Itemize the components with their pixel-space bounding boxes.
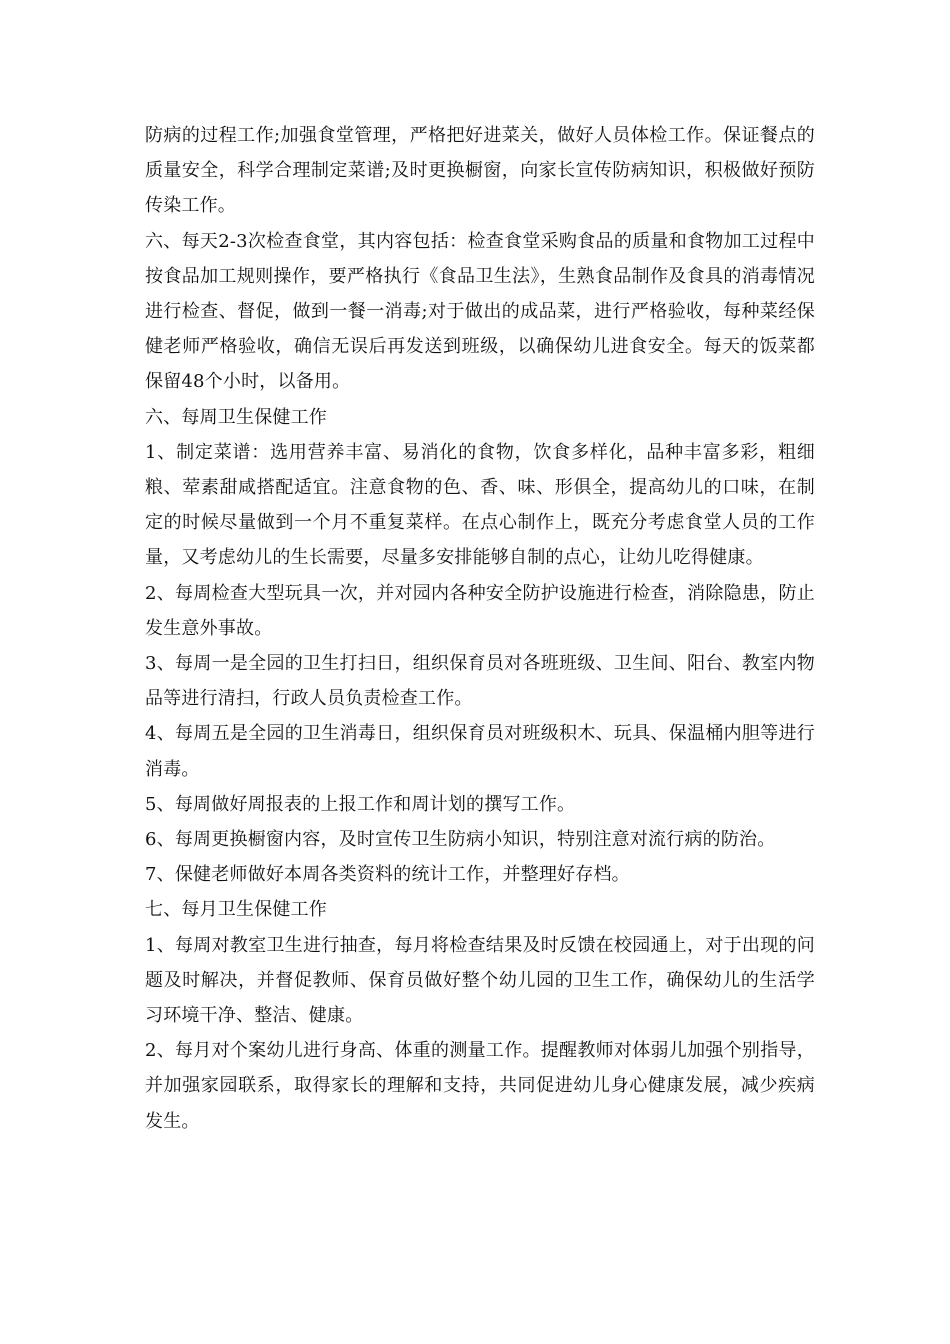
list-item-monthly-2: 2、每月对个案幼儿进行身高、体重的测量工作。提醒教师对体弱儿加强个别指导，并加强家园联系，取得家长的理解和支持，共同促进幼儿身心健康发展，减少疾病发生。: [145, 1040, 815, 1132]
list-item-weekly-4: 4、每周五是全园的卫生消毒日，组织保育员对班级积木、玩具、保温桶内胆等进行消毒。: [145, 723, 815, 780]
section-heading-monthly: 七、每月卫生保健工作: [145, 899, 327, 921]
paragraph-disease-prevention-intro: 防病的过程工作;加强食堂管理，严格把好进菜关，做好人员体检工作。保证餐点的质量安全，科学合理制定菜谱;及时更换橱窗，向家长宣传防病知识，积极做好预防传染工作。: [145, 125, 815, 217]
list-item-monthly-1: 1、每周对教室卫生进行抽查，每月将检查结果及时反馈在校园通上，对于出现的问题及时解决，并督促教师、保育员做好整个幼儿园的卫生工作，确保幼儿的生活学习环境干净、整洁、健康。: [145, 934, 815, 1027]
list-item-weekly-5: 5、每周做好周报表的上报工作和周计划的撰写工作。: [145, 793, 576, 815]
list-item-weekly-1: 1、制定菜谱：选用营养丰富、易消化的食物，饮食多样化，品种丰富多彩，粗细粮、荤素甜咸搭配适宜。注意食物的色、香、味、形俱全，提高幼儿的口味，在制定的时候尽量做到一个月不重复菜样。在点心制作上，既充分考虑食堂人员的工作量，又考虑幼儿的生长需要，尽量多安排能够自制的点心，让幼儿吃得健康。: [145, 441, 815, 569]
list-item-weekly-6: 6、每周更换橱窗内容，及时宣传卫生防病小知识，特别注意对流行病的防治。: [145, 829, 776, 851]
list-item-weekly-2: 2、每周检查大型玩具一次，并对园内各种安全防护设施进行检查，消除隐患，防止发生意外事故。: [145, 582, 815, 639]
section-heading-weekly: 六、每周卫生保健工作: [145, 406, 327, 428]
document-body: [145, 118, 815, 1139]
paragraph-daily-canteen-inspection: 六、每天2-3次检查食堂，其内容包括：检查食堂采购食品的质量和食物加工过程中按食品加工规则操作，要严格执行《食品卫生法》，生熟食品制作及食具的消毒情况进行检查、督促，做到一餐一消毒;对于做出的成品菜，进行严格验收，每种菜经保健老师严格验收，确信无误后再发送到班级，以确保幼儿进食安全。每天的饭菜都保留48个小时，以备用。: [145, 230, 815, 393]
list-item-weekly-7: 7、保健老师做好本周各类资料的统计工作，并整理好存档。: [145, 864, 630, 886]
list-item-weekly-3: 3、每周一是全园的卫生打扫日，组织保育员对各班班级、卫生间、阳台、教室内物品等进行清扫，行政人员负责检查工作。: [145, 653, 815, 710]
